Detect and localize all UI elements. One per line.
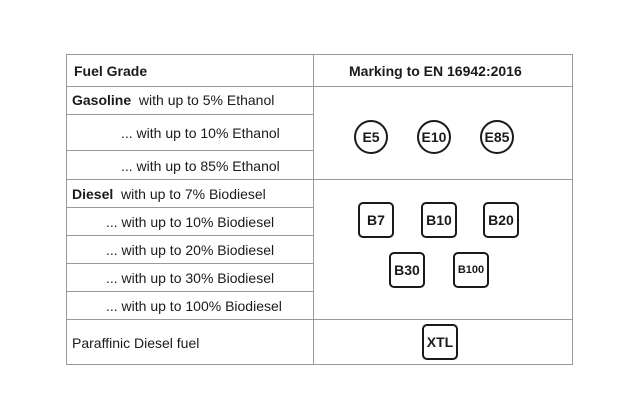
diesel-row-divider-4: [66, 291, 313, 292]
marking-e85: E85: [480, 120, 514, 154]
column-divider: [313, 54, 314, 365]
marking-xtl: XTL: [422, 324, 458, 360]
marking-b20: B20: [483, 202, 519, 238]
header-marking: Marking to EN 16942:2016: [349, 63, 522, 79]
table-border-bottom: [66, 364, 573, 365]
gasoline-row-1: [72, 92, 274, 108]
marking-e10: E10: [417, 120, 451, 154]
diesel-label: Diesel: [72, 186, 114, 202]
header-fuel-grade: Fuel Grade: [74, 63, 148, 79]
gasoline-row-divider-1: [66, 114, 313, 115]
gasoline-row-1-text: with up to 5% Ethanol: [138, 92, 275, 108]
diesel-row-1-text: with up to 7% Biodiesel: [121, 186, 266, 202]
gasoline-row-2: ... with up to 10% Ethanol: [121, 125, 280, 141]
diesel-row-divider-3: [66, 263, 313, 264]
table-border-right: [572, 54, 573, 365]
diesel-row-2: ... with up to 10% Biodiesel: [106, 214, 275, 230]
table-border-left: [66, 54, 67, 365]
marking-e5: E5: [354, 120, 388, 154]
fuel-marking-table: [66, 54, 573, 365]
table-border-top: [66, 54, 573, 55]
paraffinic-label: Paraffinic Diesel fuel: [72, 335, 200, 351]
marking-b100: B100: [453, 252, 489, 288]
diesel-row-1: [72, 186, 266, 202]
marking-b10: B10: [421, 202, 457, 238]
diesel-row-4: ... with up to 30% Biodiesel: [106, 270, 275, 286]
diesel-row-divider-1: [66, 207, 313, 208]
gasoline-row-divider-2: [66, 150, 313, 151]
marking-b7: B7: [358, 202, 394, 238]
gasoline-label: Gasoline: [72, 92, 132, 108]
diesel-row-divider-2: [66, 235, 313, 236]
gasoline-row-3: ... with up to 85% Ethanol: [121, 158, 280, 174]
section-divider-diesel-paraffinic: [66, 319, 573, 320]
header-divider: [66, 86, 573, 87]
section-divider-gasoline-diesel: [66, 179, 573, 180]
marking-b30: B30: [389, 252, 425, 288]
diesel-row-3: ... with up to 20% Biodiesel: [106, 242, 275, 258]
diesel-row-5: ... with up to 100% Biodiesel: [106, 298, 282, 314]
